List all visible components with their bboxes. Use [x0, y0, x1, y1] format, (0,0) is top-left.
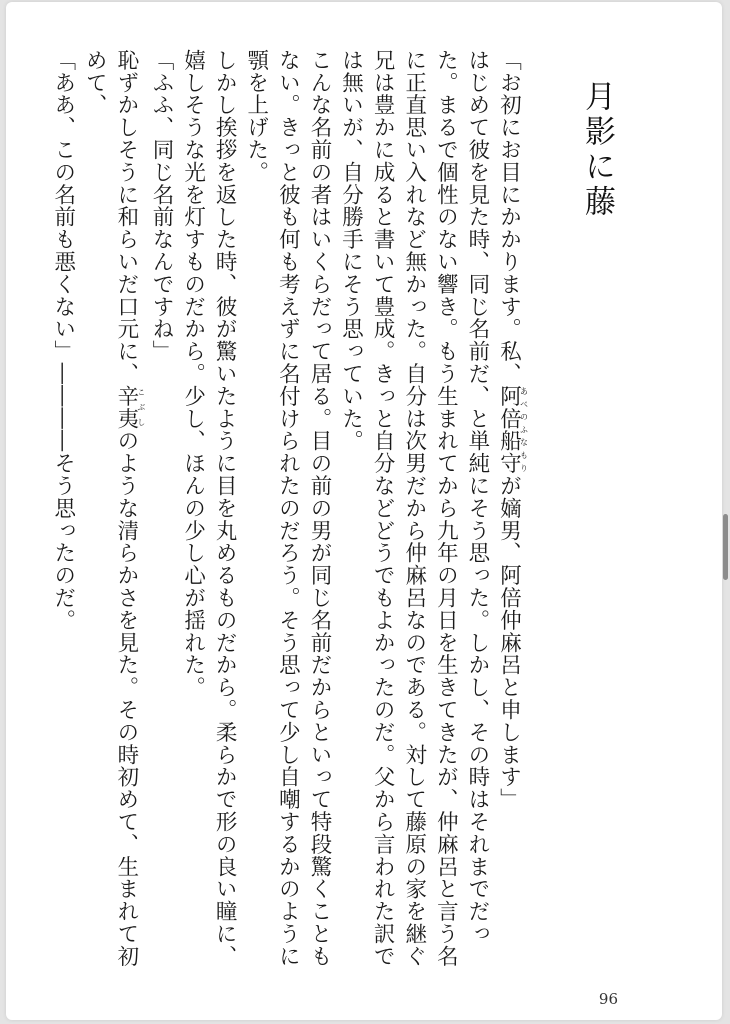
book-page [6, 2, 722, 1020]
ruby-reading: あべのふなもり [519, 385, 529, 475]
page-number: 96 [598, 990, 618, 1008]
ruby-reading: こぶし [136, 385, 146, 430]
body-text [47, 49, 538, 979]
paragraph-4: しかし挨拶を返した時、彼が驚いたように目を丸めるものだから。柔らかで形の良い瞳に、嬉しそうな光を灯すものだから。少し、ほんの少し心が揺れた。 [180, 49, 238, 968]
ruby-kobushi: 辛夷こぶし [113, 385, 146, 430]
ruby-abe_no_funamori: 阿倍船守あべのふなもり [496, 385, 529, 475]
paragraph-6: 恥ずかしそうに和らいだ口元に、辛夷こぶしのような清らかさを見た。その時初めて、生まれて初めて、 [82, 49, 146, 968]
paragraph-1: 「お初にお目にかかります。私、阿倍船守あべのふなもりが嫡男、阿倍仲麻呂と申します」 [496, 49, 529, 811]
scrollbar-thumb[interactable] [723, 514, 728, 580]
chapter-title: 月影に藤 [579, 80, 615, 220]
paragraph-2: はじめて彼を見た時、同じ名前だ、と単純にそう思った。しかし、その時はそれまでだった。まるで個性のない響き。もう生まれてから九年の月日を生きてきたが、仲麻呂と言う名に正直思い入れなど無かった。自分は次男だから仲麻呂なのである。対して藤原の家を継ぐ兄は豊かに成ると書いて豊成。きっと自分などどうでもよかったのだ。父から言われた訳では無いが、自分勝手にそう思っていた。 [338, 49, 490, 968]
paragraph-3: こんな名前の者はいくらだって居る。目の前の男が同じ名前だからといって特段驚くこともない。きっと彼も何も考えずに名付けられたのだろう。そう思って少し自嘲するかのように顎を上げた。 [243, 49, 332, 968]
paragraph-7: 「ああ、この名前も悪くない」――――そう思ったのだ。 [50, 49, 76, 632]
paragraph-5: 「ふふ、同じ名前なんですね」 [148, 49, 174, 363]
